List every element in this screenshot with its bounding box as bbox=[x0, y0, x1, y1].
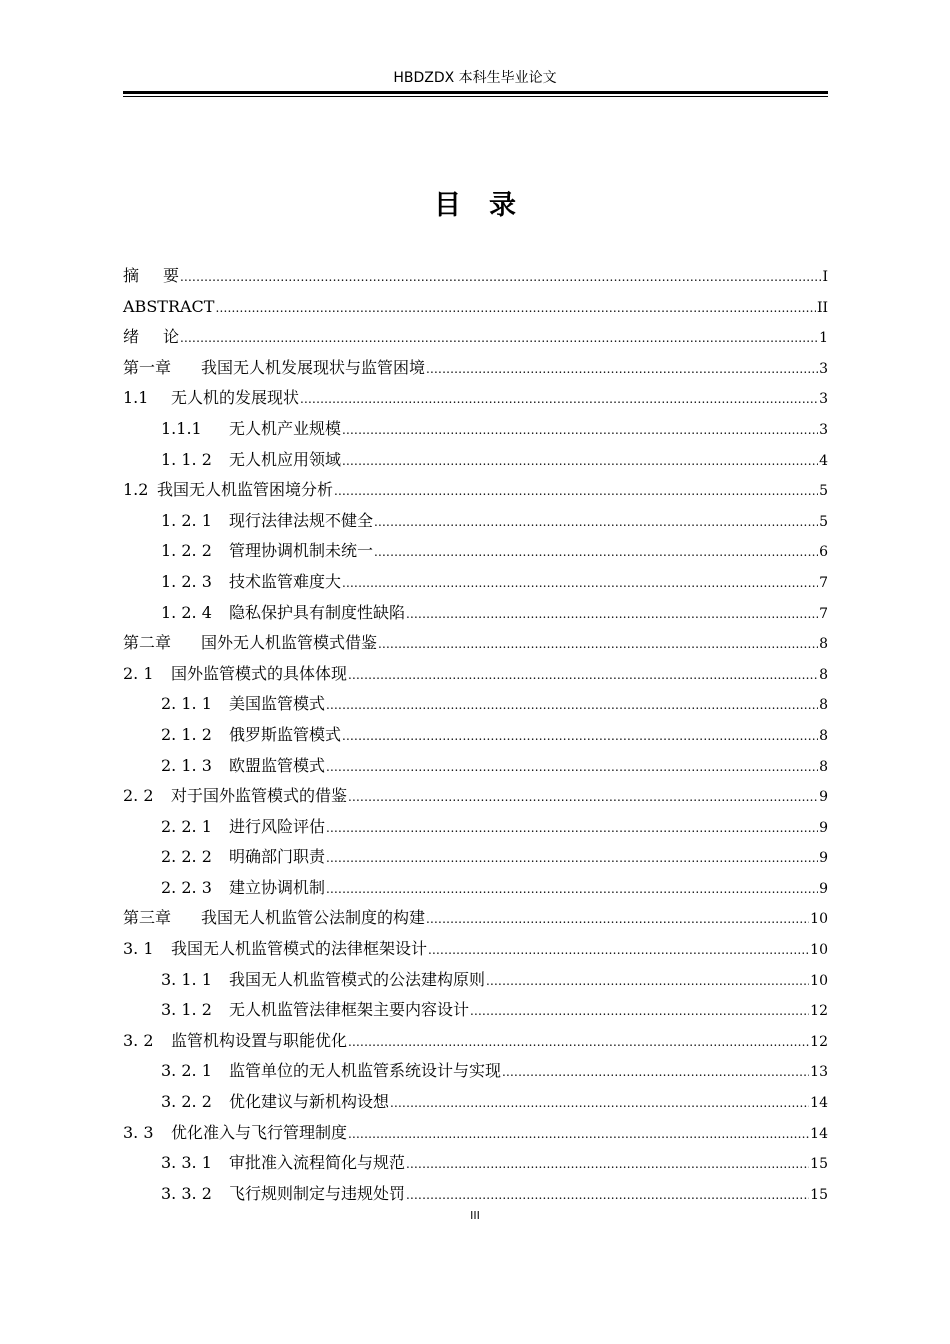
toc-entry-text bbox=[123, 1026, 347, 1056]
toc-entry[interactable] bbox=[123, 1087, 828, 1118]
toc-dot-leader bbox=[326, 843, 818, 873]
toc-entry-page: 12 bbox=[810, 1033, 828, 1050]
toc-dot-leader bbox=[348, 782, 818, 812]
toc-entry-text bbox=[161, 414, 341, 444]
toc-entry-label: 美国监管模式 bbox=[229, 694, 326, 714]
toc-dot-leader bbox=[374, 537, 818, 567]
toc-entry-page: 15 bbox=[810, 1156, 828, 1173]
toc-entry-text bbox=[161, 812, 325, 842]
toc-entry[interactable] bbox=[123, 322, 828, 353]
toc-entry-page: 8 bbox=[819, 636, 828, 653]
toc-entry-page: 9 bbox=[819, 850, 828, 867]
toc-entry-number: 2. 1. 2 bbox=[161, 724, 212, 744]
toc-entry-label: 我国无人机发展现状与监管困境 bbox=[201, 357, 426, 377]
toc-entry-label: 绪论 bbox=[123, 327, 204, 347]
toc-entry-page: 8 bbox=[819, 666, 828, 683]
toc-dot-leader bbox=[326, 690, 818, 720]
toc-entry-number: 3. 3. 1 bbox=[161, 1153, 212, 1173]
toc-entry[interactable] bbox=[123, 261, 828, 292]
toc-entry-text bbox=[123, 781, 347, 811]
toc-entry-number: 2. 1 bbox=[123, 663, 154, 683]
toc-entry[interactable] bbox=[123, 812, 828, 843]
toc-entry-text bbox=[123, 261, 204, 291]
toc-entry[interactable] bbox=[123, 903, 828, 934]
toc-entry[interactable] bbox=[123, 475, 828, 506]
toc-entry-text bbox=[123, 292, 214, 322]
toc-entry-text bbox=[123, 383, 299, 413]
toc-dot-leader bbox=[300, 384, 818, 414]
toc-entry-label: 进行风险评估 bbox=[229, 816, 326, 836]
toc-entry-label: 对于国外监管模式的借鉴 bbox=[171, 786, 348, 806]
toc-entry[interactable] bbox=[123, 781, 828, 812]
toc-entry-page: 10 bbox=[810, 972, 828, 989]
toc-entry[interactable] bbox=[123, 934, 828, 965]
header-rule-thick bbox=[123, 91, 828, 94]
toc-dot-leader bbox=[406, 1149, 809, 1179]
toc-entry-label: 审批准入流程简化与规范 bbox=[229, 1153, 406, 1173]
toc-dot-leader bbox=[342, 568, 818, 598]
toc-dot-leader bbox=[374, 507, 818, 537]
toc-dot-leader bbox=[486, 966, 809, 996]
toc-entry[interactable] bbox=[123, 383, 828, 414]
toc-entry-text bbox=[161, 1056, 501, 1086]
toc-entry[interactable] bbox=[123, 1026, 828, 1057]
toc-entry-page: 7 bbox=[819, 605, 828, 622]
toc-entry-text bbox=[161, 1179, 405, 1209]
toc-entry-text bbox=[161, 506, 373, 536]
toc-entry-page: 8 bbox=[819, 727, 828, 744]
toc-entry-page: 14 bbox=[810, 1095, 828, 1112]
toc-entry-text bbox=[161, 598, 405, 628]
toc-dot-leader bbox=[348, 1027, 809, 1057]
toc-entry-number: 1. 1. 2 bbox=[161, 449, 212, 469]
toc-title: 目录 bbox=[434, 190, 544, 221]
toc-entry-text bbox=[161, 965, 485, 995]
toc-dot-leader bbox=[390, 1088, 809, 1118]
toc-entry-text bbox=[161, 995, 469, 1025]
toc-entry-number: 第二章 bbox=[123, 633, 172, 653]
toc-entry-label: 飞行规则制定与违规处罚 bbox=[229, 1183, 406, 1203]
toc-dot-leader bbox=[470, 996, 809, 1026]
toc-entry-text bbox=[161, 751, 325, 781]
toc-entry-page: 3 bbox=[819, 421, 828, 438]
toc-entry-label: 监管机构设置与职能优化 bbox=[171, 1030, 348, 1050]
toc-entry-label: 国外监管模式的具体体现 bbox=[171, 663, 348, 683]
toc-entry-page: 14 bbox=[810, 1125, 828, 1142]
toc-entry[interactable] bbox=[123, 292, 828, 323]
toc-entry-text bbox=[161, 842, 325, 872]
toc-entry-page: 10 bbox=[810, 942, 828, 959]
toc-dot-leader bbox=[215, 293, 815, 323]
toc-entry-label: 欧盟监管模式 bbox=[229, 755, 326, 775]
toc-entry-label: 无人机产业规模 bbox=[229, 418, 342, 438]
toc-entry-text bbox=[161, 1148, 405, 1178]
toc-entry-number: 3. 3 bbox=[123, 1122, 154, 1142]
toc-entry-text bbox=[123, 628, 377, 658]
toc-entry-label: ABSTRACT bbox=[123, 296, 215, 316]
toc-entry-text bbox=[161, 720, 341, 750]
toc-entry[interactable] bbox=[123, 659, 828, 690]
toc-entry-number: 3. 2 bbox=[123, 1030, 154, 1050]
toc-entry-text bbox=[123, 1118, 347, 1148]
toc-entry-page: 3 bbox=[819, 391, 828, 408]
toc-entry-label: 摘要 bbox=[123, 266, 204, 285]
toc-entry-label: 无人机的发展现状 bbox=[171, 388, 300, 408]
toc-entry-label: 技术监管难度大 bbox=[229, 571, 342, 591]
toc-entry-page: 7 bbox=[819, 574, 828, 591]
toc-entry-label: 优化建议与新机构设想 bbox=[229, 1092, 390, 1112]
toc-dot-leader bbox=[502, 1057, 809, 1087]
toc-entry-label: 无人机应用领域 bbox=[229, 449, 342, 469]
toc-entry-label: 管理协调机制未统一 bbox=[229, 541, 374, 561]
toc-entry[interactable] bbox=[123, 751, 828, 782]
toc-entry[interactable] bbox=[123, 506, 828, 537]
toc-entry[interactable] bbox=[123, 567, 828, 598]
table-of-contents bbox=[123, 261, 828, 1209]
toc-dot-leader bbox=[428, 935, 809, 965]
toc-dot-leader bbox=[326, 752, 818, 782]
toc-entry-text bbox=[161, 873, 325, 903]
toc-entry-page: 10 bbox=[810, 911, 828, 928]
toc-entry-number: 1. 2. 2 bbox=[161, 541, 212, 561]
toc-dot-leader bbox=[406, 599, 818, 629]
toc-entry-number: 2. 2 bbox=[123, 786, 154, 806]
toc-dot-leader bbox=[342, 721, 818, 751]
toc-entry-number: 2. 2. 1 bbox=[161, 816, 212, 836]
toc-entry-number: 3. 2. 2 bbox=[161, 1092, 212, 1112]
toc-entry[interactable] bbox=[123, 689, 828, 720]
toc-entry-number: 3. 2. 1 bbox=[161, 1061, 212, 1081]
toc-entry-number: 3. 1. 1 bbox=[161, 969, 212, 989]
toc-entry-page: 3 bbox=[819, 360, 828, 377]
toc-entry-text bbox=[123, 353, 425, 383]
toc-dot-leader bbox=[426, 354, 818, 384]
toc-dot-leader bbox=[348, 1119, 809, 1149]
toc-entry-text bbox=[161, 536, 373, 566]
toc-entry-number: 1.2 bbox=[123, 480, 149, 500]
toc-entry-page: 9 bbox=[819, 880, 828, 897]
toc-entry-number: 2. 2. 2 bbox=[161, 847, 212, 867]
toc-entry-number: 1. 2. 1 bbox=[161, 510, 212, 530]
toc-entry-label: 国外无人机监管模式借鉴 bbox=[201, 633, 378, 653]
toc-entry-text bbox=[123, 903, 425, 933]
toc-entry-number: 2. 1. 3 bbox=[161, 755, 212, 775]
toc-entry-page: 13 bbox=[810, 1064, 828, 1081]
toc-entry-label: 监管单位的无人机监管系统设计与实现 bbox=[229, 1061, 502, 1081]
toc-dot-leader bbox=[326, 874, 818, 904]
toc-entry-text bbox=[123, 475, 333, 505]
toc-entry-text bbox=[161, 445, 341, 475]
toc-entry[interactable] bbox=[123, 445, 828, 476]
toc-dot-leader bbox=[378, 629, 818, 659]
toc-entry[interactable] bbox=[123, 1179, 828, 1210]
toc-entry-page: 4 bbox=[819, 452, 828, 469]
toc-dot-leader bbox=[180, 262, 821, 292]
toc-entry-label: 无人机监管法律框架主要内容设计 bbox=[229, 1000, 470, 1020]
toc-dot-leader bbox=[342, 446, 818, 476]
toc-entry-number: 1. 2. 4 bbox=[161, 602, 212, 622]
toc-entry-text bbox=[123, 659, 347, 689]
page-number: III bbox=[470, 1209, 480, 1222]
toc-entry-page: 9 bbox=[819, 789, 828, 806]
toc-entry[interactable] bbox=[123, 628, 828, 659]
toc-entry-label: 优化准入与飞行管理制度 bbox=[171, 1122, 348, 1142]
toc-dot-leader bbox=[180, 323, 818, 353]
toc-entry-number: 3. 1 bbox=[123, 939, 154, 959]
toc-entry-number: 第三章 bbox=[123, 908, 172, 928]
toc-entry-page: 5 bbox=[819, 483, 828, 500]
toc-entry[interactable] bbox=[123, 598, 828, 629]
toc-entry[interactable] bbox=[123, 1148, 828, 1179]
toc-entry-number: 第一章 bbox=[123, 357, 172, 377]
toc-entry[interactable] bbox=[123, 842, 828, 873]
toc-entry[interactable] bbox=[123, 353, 828, 384]
toc-entry-label: 俄罗斯监管模式 bbox=[229, 724, 342, 744]
page-header: HBDZDX 本科生毕业论文 bbox=[393, 70, 557, 86]
toc-entry-number: 3. 3. 2 bbox=[161, 1183, 212, 1203]
toc-entry-number: 1.1.1 bbox=[161, 418, 202, 438]
toc-entry-page: 12 bbox=[810, 1003, 828, 1020]
header-rule-thin bbox=[123, 96, 828, 97]
toc-entry-page: 1 bbox=[819, 330, 828, 347]
toc-dot-leader bbox=[426, 904, 809, 934]
toc-entry-label: 明确部门职责 bbox=[229, 847, 326, 867]
toc-entry[interactable] bbox=[123, 873, 828, 904]
toc-entry-number: 1. 2. 3 bbox=[161, 571, 212, 591]
toc-entry-label: 现行法律法规不健全 bbox=[229, 510, 374, 530]
toc-dot-leader bbox=[342, 415, 818, 445]
toc-dot-leader bbox=[406, 1180, 809, 1210]
toc-entry-label: 建立协调机制 bbox=[229, 877, 326, 897]
toc-entry-page: 8 bbox=[819, 697, 828, 714]
toc-entry[interactable] bbox=[123, 536, 828, 567]
toc-entry-label: 我国无人机监管模式的法律框架设计 bbox=[171, 939, 428, 959]
toc-entry-page: 15 bbox=[810, 1186, 828, 1203]
toc-dot-leader bbox=[348, 660, 818, 690]
toc-entry-text bbox=[123, 934, 427, 964]
toc-entry-page: 8 bbox=[819, 758, 828, 775]
toc-entry[interactable] bbox=[123, 965, 828, 996]
toc-entry-page: II bbox=[816, 299, 828, 316]
toc-dot-leader bbox=[334, 476, 818, 506]
toc-entry[interactable] bbox=[123, 1056, 828, 1087]
toc-entry-text bbox=[161, 1087, 389, 1117]
toc-entry-text bbox=[161, 689, 325, 719]
toc-entry-label: 我国无人机监管困境分析 bbox=[157, 480, 334, 500]
toc-entry[interactable] bbox=[123, 995, 828, 1026]
toc-entry[interactable] bbox=[123, 414, 828, 445]
toc-entry-page: 6 bbox=[819, 544, 828, 561]
toc-entry-text bbox=[123, 322, 204, 352]
toc-entry-text bbox=[161, 567, 341, 597]
toc-entry-label: 我国无人机监管模式的公法建构原则 bbox=[229, 969, 486, 989]
toc-dot-leader bbox=[326, 813, 818, 843]
toc-entry-page: 5 bbox=[819, 513, 828, 530]
toc-entry-number: 2. 2. 3 bbox=[161, 877, 212, 897]
toc-entry[interactable] bbox=[123, 720, 828, 751]
toc-entry[interactable] bbox=[123, 1118, 828, 1149]
toc-entry-label: 我国无人机监管公法制度的构建 bbox=[201, 908, 426, 928]
toc-entry-page: I bbox=[822, 269, 828, 285]
toc-entry-page: 9 bbox=[819, 819, 828, 836]
toc-entry-label: 隐私保护具有制度性缺陷 bbox=[229, 602, 406, 622]
toc-entry-number: 2. 1. 1 bbox=[161, 694, 212, 714]
toc-entry-number: 1.1 bbox=[123, 388, 149, 408]
toc-entry-number: 3. 1. 2 bbox=[161, 1000, 212, 1020]
